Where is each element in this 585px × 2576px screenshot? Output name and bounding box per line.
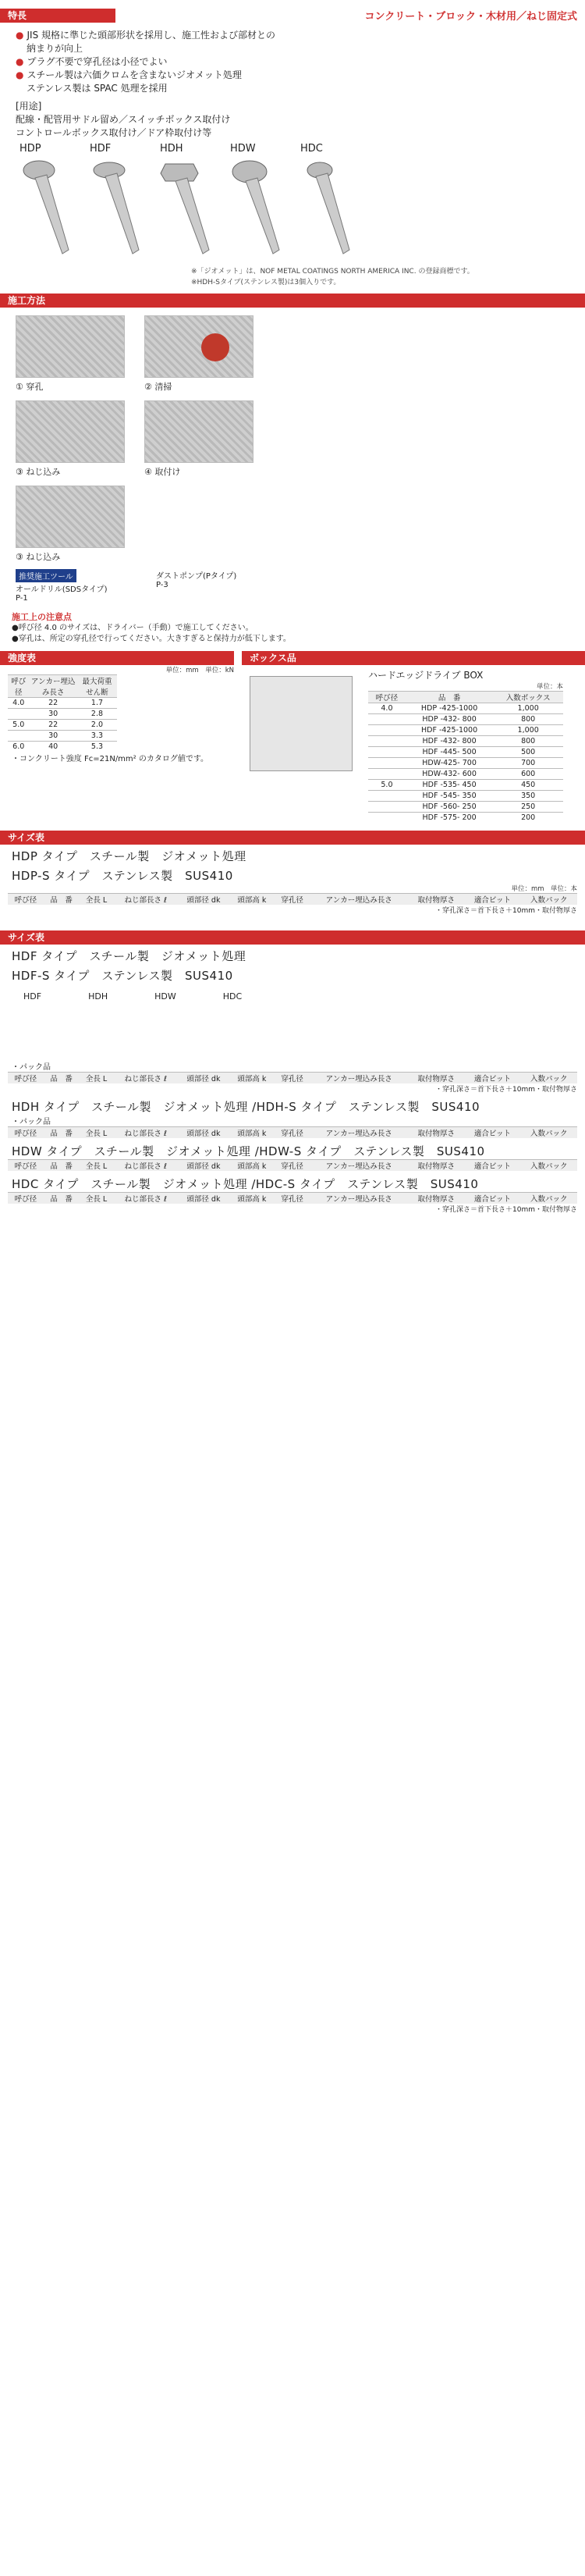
table-cell: 2.0 bbox=[77, 720, 117, 731]
box-table bbox=[368, 691, 563, 823]
table-cell: 5.0 bbox=[8, 720, 29, 731]
table-cell: 1,000 bbox=[493, 703, 563, 714]
table-cell: 600 bbox=[493, 769, 563, 780]
strength-box-row bbox=[0, 651, 585, 823]
table-cell bbox=[368, 791, 406, 802]
use-item: 配線・配管用サドル留め／スイッチボックス取付け bbox=[16, 114, 231, 125]
table-header: 品 番 bbox=[44, 1160, 80, 1172]
table-header: 呼び径 bbox=[8, 1127, 44, 1139]
table-cell: HDP -432- 800 bbox=[406, 714, 493, 725]
hdc-title: HDC タイプ スチール製 ジオメット処理 /HDC-S タイプ ステンレス製 SUS410 bbox=[12, 1177, 479, 1191]
table-cell: 4.0 bbox=[368, 703, 406, 714]
box-title: ハードエッジドライブ bbox=[368, 670, 461, 681]
feature-point: ステンレス製は SPAC 処理を採用 bbox=[27, 83, 168, 94]
pump-code: P-3 bbox=[156, 581, 168, 589]
hdw-title: HDW タイプ スチール製 ジオメット処理 /HDW-S タイプ ステンレス製 SUS410 bbox=[12, 1144, 485, 1158]
screw-image bbox=[16, 156, 86, 265]
table-cell: HDF -560- 250 bbox=[406, 802, 493, 813]
screw-label: HDP bbox=[20, 143, 41, 155]
table-header: ねじ部長さ ℓ bbox=[114, 1073, 178, 1084]
size2-title2: HDF-S タイプ ステンレス製 SUS410 bbox=[12, 969, 233, 983]
screw-label: HDW bbox=[230, 143, 256, 155]
table-row bbox=[8, 698, 117, 709]
step-image bbox=[16, 486, 125, 548]
table-header: 呼び径 bbox=[8, 1193, 44, 1204]
table-header: 入数パック bbox=[520, 894, 577, 906]
step-caption: ④ 取付け bbox=[144, 467, 181, 477]
table-cell: 500 bbox=[493, 747, 563, 758]
table-header: 穿孔径 bbox=[275, 894, 310, 906]
table-header: 取付物厚さ bbox=[408, 1193, 465, 1204]
table-header: ねじ部長さ ℓ bbox=[114, 1127, 178, 1139]
size1-unit: 単位：mm 単位：本 bbox=[511, 885, 577, 893]
step-caption: ② 清掃 bbox=[144, 382, 172, 392]
table-row bbox=[368, 703, 563, 714]
table-row bbox=[368, 736, 563, 747]
table-header: 適合ビット bbox=[464, 1160, 520, 1172]
feature-point: プラグ不要で穿孔径は小径でよい bbox=[27, 56, 168, 67]
features-header: 特長 bbox=[0, 9, 115, 23]
table-header: 頭部高 k bbox=[229, 894, 275, 906]
table-row bbox=[368, 725, 563, 736]
hdc-foot: ・穿孔深さ＝首下長さ＋10mm・取付物厚さ bbox=[435, 1206, 577, 1214]
uses-block bbox=[16, 100, 585, 140]
type-label: HDF bbox=[23, 991, 42, 1002]
table-row bbox=[368, 747, 563, 758]
table-header: 取付物厚さ bbox=[408, 1073, 465, 1084]
box-product-image bbox=[250, 676, 353, 771]
strength-section bbox=[0, 651, 234, 823]
size1-header: サイズ表 bbox=[0, 831, 585, 845]
recommended-tools bbox=[16, 569, 585, 603]
table-cell bbox=[368, 758, 406, 769]
table-header: 入数ボックス bbox=[493, 692, 563, 703]
strength-unit: 単位：mm 単位：kN bbox=[165, 667, 234, 674]
table-cell: 22 bbox=[29, 720, 76, 731]
method-header: 施工方法 bbox=[0, 294, 585, 308]
hdw-table bbox=[8, 1159, 577, 1171]
strength-note: ・コンクリート強度 Fc=21N/mm² のカタログ値です。 bbox=[12, 755, 209, 763]
size2-section bbox=[0, 930, 585, 1094]
table-cell: 3.3 bbox=[77, 731, 117, 742]
table-cell: 5.3 bbox=[77, 742, 117, 753]
table-header: 取付物厚さ bbox=[408, 1127, 465, 1139]
table-header: 入数パック bbox=[520, 1073, 577, 1084]
table-cell bbox=[8, 731, 29, 742]
table-header: 全長 L bbox=[80, 1193, 114, 1204]
size2-foot: ・穿孔深さ＝首下長さ＋10mm・取付物厚さ bbox=[435, 1086, 577, 1094]
screw-illustrations bbox=[16, 156, 585, 265]
features-list: ● JIS 規格に準じた頭部形状を採用し、施工性および部材との 納まりが向上 ● プラグ不要で穿孔径は小径でよい ● スチール製は六価クロムを含まないジオメット処理 ステンレス製は SPAC 処理を採用 bbox=[16, 29, 585, 95]
size2-table bbox=[8, 1072, 577, 1083]
step bbox=[16, 486, 125, 563]
step-image bbox=[144, 400, 254, 463]
step bbox=[16, 400, 125, 478]
table-header: 呼び径 bbox=[8, 894, 44, 906]
table-header: 頭部径 dk bbox=[178, 1073, 229, 1084]
features-section bbox=[0, 0, 585, 287]
table-cell bbox=[8, 709, 29, 720]
table-header: 呼び径 bbox=[8, 1073, 44, 1084]
table-header: 穿孔径 bbox=[275, 1193, 310, 1204]
table-row bbox=[8, 709, 117, 720]
pump-name: ダストポンプ(Pタイプ) bbox=[156, 572, 237, 581]
table-header: 品 番 bbox=[44, 894, 80, 906]
table-cell: 40 bbox=[29, 742, 76, 753]
size1-foot: ・穿孔深さ＝首下長さ＋10mm・取付物厚さ bbox=[435, 907, 577, 915]
table-header: 頭部径 dk bbox=[178, 1160, 229, 1172]
table-header: アンカー埋込み長さ bbox=[29, 675, 76, 698]
type-diagrams bbox=[0, 1002, 585, 1060]
table-header: 全長 L bbox=[80, 894, 114, 906]
table-header: 取付物厚さ bbox=[408, 894, 465, 906]
hdh-pack: ・パック品 bbox=[12, 1118, 51, 1126]
table-header: 適合ビット bbox=[464, 894, 520, 906]
table-cell: HDF -445- 500 bbox=[406, 747, 493, 758]
features-slogan: コンクリート・ブロック・木材用／ねじ固定式 bbox=[364, 11, 577, 23]
step-caption: ③ ねじ込み bbox=[16, 467, 61, 477]
table-header: 穿孔径 bbox=[275, 1127, 310, 1139]
hdh-section bbox=[0, 1098, 585, 1138]
table-cell: 22 bbox=[29, 698, 76, 709]
table-cell: 450 bbox=[493, 780, 563, 791]
size1-table bbox=[8, 893, 577, 905]
table-header: アンカー埋込み長さ bbox=[310, 1127, 408, 1139]
uses-title: [用途] bbox=[16, 101, 42, 112]
table-header: 適合ビット bbox=[464, 1073, 520, 1084]
screw-image bbox=[296, 156, 367, 265]
warn-title: 施工上の注意点 bbox=[12, 612, 72, 622]
step bbox=[16, 315, 125, 393]
screw-names bbox=[20, 143, 585, 155]
table-row bbox=[368, 791, 563, 802]
step-caption: ① 穿孔 bbox=[16, 382, 44, 392]
table-row bbox=[8, 720, 117, 731]
method-section bbox=[0, 294, 585, 645]
table-header: ねじ部長さ ℓ bbox=[114, 1193, 178, 1204]
table-header: 品 番 bbox=[44, 1073, 80, 1084]
table-row bbox=[8, 731, 117, 742]
table-row bbox=[368, 813, 563, 824]
box-header: ボックス品 bbox=[242, 651, 585, 665]
table-row bbox=[368, 802, 563, 813]
table-cell: HDW-425- 700 bbox=[406, 758, 493, 769]
stainless-note: ※HDH-Sタイプ(ステンレス製)は3個入りです。 bbox=[191, 279, 341, 286]
table-cell: HDP -425-1000 bbox=[406, 703, 493, 714]
method-steps bbox=[16, 315, 585, 563]
table-header: 全長 L bbox=[80, 1073, 114, 1084]
table-header: 全長 L bbox=[80, 1160, 114, 1172]
size2-title1: HDF タイプ スチール製 ジオメット処理 bbox=[12, 949, 246, 963]
table-header: 頭部高 k bbox=[229, 1160, 275, 1172]
feature-point: JIS 規格に準じた頭部形状を採用し、施工性および部材との bbox=[27, 30, 275, 41]
table-cell: 800 bbox=[493, 714, 563, 725]
table-header: 呼び径 bbox=[8, 675, 29, 698]
table-cell: 5.0 bbox=[368, 780, 406, 791]
table-header: 頭部高 k bbox=[229, 1073, 275, 1084]
screw-label: HDH bbox=[160, 143, 183, 155]
table-cell: 4.0 bbox=[8, 698, 29, 709]
hdw-section bbox=[0, 1143, 585, 1171]
table-row bbox=[368, 769, 563, 780]
table-header: 品 番 bbox=[44, 1127, 80, 1139]
type-label: HDW bbox=[154, 991, 176, 1002]
table-cell: 1.7 bbox=[77, 698, 117, 709]
table-header: 頭部高 k bbox=[229, 1193, 275, 1204]
table-header: アンカー埋込み長さ bbox=[310, 894, 408, 906]
table-header: 頭部径 dk bbox=[178, 1193, 229, 1204]
screw-label: HDC bbox=[300, 143, 323, 155]
table-row bbox=[368, 758, 563, 769]
step-caption: ③ ねじ込み bbox=[16, 552, 61, 562]
table-cell: 250 bbox=[493, 802, 563, 813]
table-header: 穿孔径 bbox=[275, 1160, 310, 1172]
table-header: 品 番 bbox=[44, 1193, 80, 1204]
table-cell bbox=[368, 813, 406, 824]
size1-title1: HDP タイプ スチール製 ジオメット処理 bbox=[12, 849, 246, 863]
step-image bbox=[16, 400, 125, 463]
table-cell: 700 bbox=[493, 758, 563, 769]
warn-item: ●穿孔は、所定の穿孔径で行ってください。大きすぎると保持力が低下します。 bbox=[12, 635, 291, 643]
table-row bbox=[8, 742, 117, 753]
hdh-table bbox=[8, 1126, 577, 1138]
trademark-note: ※「ジオメット」は、NOF METAL COATINGS NORTH AMERICA INC. の登録商標です。 bbox=[191, 268, 474, 276]
table-header: アンカー埋込み長さ bbox=[310, 1160, 408, 1172]
tools-tag: 推奨施工ツール bbox=[16, 569, 76, 582]
table-cell: 30 bbox=[29, 731, 76, 742]
table-row bbox=[368, 714, 563, 725]
table-header: 入数パック bbox=[520, 1160, 577, 1172]
type-label: HDH bbox=[88, 991, 108, 1002]
table-cell: HDF -575- 200 bbox=[406, 813, 493, 824]
table-cell: HDW-432- 600 bbox=[406, 769, 493, 780]
step bbox=[144, 400, 254, 478]
type-label: HDC bbox=[222, 991, 243, 1002]
table-cell: HDF -535- 450 bbox=[406, 780, 493, 791]
pack-label: ・パック品 bbox=[12, 1063, 51, 1072]
table-header: 最大荷重せん断 bbox=[77, 675, 117, 698]
step bbox=[144, 315, 254, 393]
step-image bbox=[16, 315, 125, 378]
table-cell: 6.0 bbox=[8, 742, 29, 753]
size1-section bbox=[0, 831, 585, 915]
table-header: 頭部径 dk bbox=[178, 1127, 229, 1139]
warn-item: ●呼び径 4.0 のサイズは、ドライバー（手動）で施工してください。 bbox=[12, 624, 254, 632]
table-cell: HDF -425-1000 bbox=[406, 725, 493, 736]
table-header: 取付物厚さ bbox=[408, 1160, 465, 1172]
hdh-title: HDH タイプ スチール製 ジオメット処理 /HDH-S タイプ ステンレス製 SUS410 bbox=[12, 1100, 480, 1114]
table-cell bbox=[368, 736, 406, 747]
table-header: 品 番 bbox=[406, 692, 493, 703]
strength-header: 強度表 bbox=[0, 651, 234, 665]
table-header: 呼び径 bbox=[8, 1160, 44, 1172]
table-cell bbox=[368, 747, 406, 758]
table-cell: 200 bbox=[493, 813, 563, 824]
box-title-suffix: BOX bbox=[463, 670, 484, 681]
table-header: アンカー埋込み長さ bbox=[310, 1073, 408, 1084]
box-section bbox=[242, 651, 585, 823]
box-unit: 単位：本 bbox=[536, 683, 563, 691]
table-header: 適合ビット bbox=[464, 1127, 520, 1139]
table-header: ねじ部長さ ℓ bbox=[114, 894, 178, 906]
size2-header: サイズ表 bbox=[0, 930, 585, 945]
table-header: ねじ部長さ ℓ bbox=[114, 1160, 178, 1172]
hdc-table bbox=[8, 1192, 577, 1204]
table-cell bbox=[368, 802, 406, 813]
use-item: コントロールボックス取付け／ドア枠取付け等 bbox=[16, 127, 212, 138]
drill-code: P-1 bbox=[16, 594, 28, 603]
strength-table bbox=[8, 674, 117, 752]
size2-icons bbox=[23, 991, 585, 1002]
table-header: 入数パック bbox=[520, 1127, 577, 1139]
table-header: 頭部径 dk bbox=[178, 894, 229, 906]
table-cell: 800 bbox=[493, 736, 563, 747]
screw-image bbox=[226, 156, 296, 265]
feature-point: 納まりが向上 bbox=[27, 43, 83, 54]
table-cell: 1,000 bbox=[493, 725, 563, 736]
size1-title2: HDP-S タイプ ステンレス製 SUS410 bbox=[12, 869, 233, 883]
feature-point: スチール製は六価クロムを含まないジオメット処理 bbox=[27, 69, 242, 80]
table-header: アンカー埋込み長さ bbox=[310, 1193, 408, 1204]
drill-name: オールドリル(SDSタイプ) bbox=[16, 585, 108, 594]
table-cell: 350 bbox=[493, 791, 563, 802]
table-header: 頭部高 k bbox=[229, 1127, 275, 1139]
table-header: 適合ビット bbox=[464, 1193, 520, 1204]
table-header: 入数パック bbox=[520, 1193, 577, 1204]
table-cell: HDF -432- 800 bbox=[406, 736, 493, 747]
screw-image bbox=[156, 156, 226, 265]
table-header: 呼び径 bbox=[368, 692, 406, 703]
table-row bbox=[368, 780, 563, 791]
step-image bbox=[144, 315, 254, 378]
table-header: 穿孔径 bbox=[275, 1073, 310, 1084]
table-cell: 30 bbox=[29, 709, 76, 720]
screw-label: HDF bbox=[90, 143, 112, 155]
table-header: 全長 L bbox=[80, 1127, 114, 1139]
table-cell bbox=[368, 769, 406, 780]
table-cell bbox=[368, 725, 406, 736]
table-cell: HDF -545- 350 bbox=[406, 791, 493, 802]
table-cell bbox=[368, 714, 406, 725]
screw-image bbox=[86, 156, 156, 265]
table-cell: 2.8 bbox=[77, 709, 117, 720]
hdc-section bbox=[0, 1176, 585, 1214]
